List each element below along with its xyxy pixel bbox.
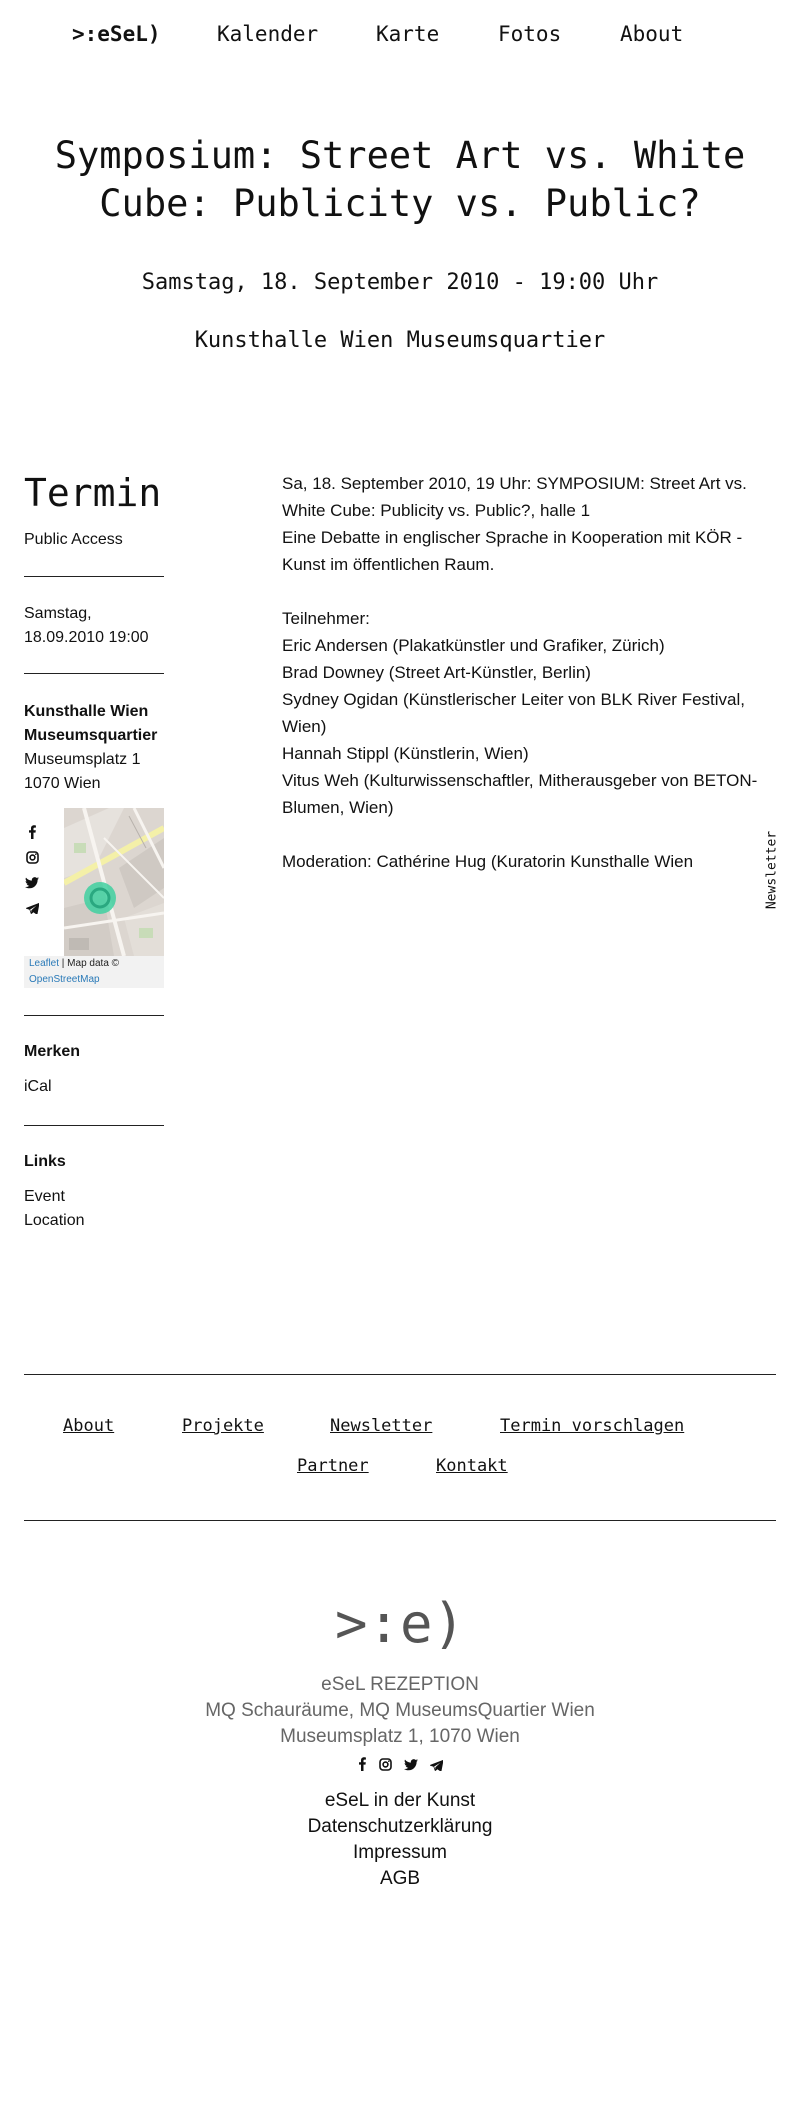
footer-address (0, 1672, 800, 1750)
divider (24, 673, 164, 674)
footer-social (0, 1757, 800, 1774)
event-description (282, 470, 782, 875)
divider (24, 1015, 164, 1016)
instagram-icon[interactable] (379, 1758, 392, 1774)
newsletter-tab[interactable] (762, 830, 782, 910)
footer-nav-datenschutz[interactable]: Datenschutzerklärung (307, 1816, 493, 1837)
location-link[interactable]: Location (24, 1212, 85, 1229)
venue-street: Museumsplatz 1 (24, 751, 141, 768)
footer-link-kontakt[interactable]: Kontakt (436, 1456, 508, 1476)
attribution-text: | Map data © (59, 958, 120, 969)
address-line: Museumsplatz 1, 1070 Wien (280, 1726, 520, 1747)
access-label: Public Access (24, 531, 123, 548)
venue-name[interactable]: Kunsthalle Wien Museumsquartier (24, 703, 158, 744)
leaflet-link[interactable]: Leaflet (29, 958, 60, 969)
nav-about[interactable]: About (620, 22, 684, 46)
facebook-icon[interactable] (24, 822, 40, 846)
ical-link[interactable]: iCal (24, 1078, 52, 1095)
telegram-icon[interactable] (430, 1758, 443, 1774)
links-heading: Links (24, 1153, 66, 1170)
nav-fotos[interactable]: Fotos (498, 22, 562, 46)
footer-link-projekte[interactable]: Projekte (182, 1416, 264, 1436)
participant: Hannah Stippl (Künstlerin, Wien) (282, 744, 529, 763)
footer-divider (24, 1374, 776, 1375)
map-marker-icon[interactable] (80, 878, 120, 918)
footer-link-about[interactable]: About (63, 1416, 115, 1436)
footer-link-termin-vorschlagen[interactable]: Termin vorschlagen (500, 1416, 685, 1436)
facebook-icon[interactable] (357, 1757, 367, 1774)
divider (24, 1125, 164, 1126)
footer-nav (0, 1788, 800, 1892)
event-title: Symposium: Street Art vs. White Cube: Publicity vs. Public? (54, 134, 746, 225)
twitter-icon[interactable] (24, 872, 40, 896)
venue-city: 1070 Wien (24, 775, 101, 792)
twitter-icon[interactable] (404, 1758, 418, 1774)
moderation: Moderation: Cathérine Hug (Kuratorin Kunsthalle Wien (282, 852, 694, 871)
event-link[interactable]: Event (24, 1188, 65, 1205)
footer-divider (24, 1520, 776, 1521)
venue-address (24, 700, 164, 796)
top-nav (0, 20, 800, 54)
event-datetime (24, 602, 164, 650)
site-logo[interactable]: >:eSeL) (72, 22, 161, 46)
location-map[interactable] (24, 808, 164, 988)
footer-link-partner[interactable]: Partner (297, 1456, 369, 1476)
time-line: 18.09.2010 19:00 (24, 629, 149, 646)
footer-nav-agb[interactable]: AGB (379, 1868, 421, 1889)
telegram-icon[interactable] (24, 897, 40, 921)
intro-paragraph: Sa, 18. September 2010, 19 Uhr: SYMPOSIUM: Street Art vs. White Cube: Publicity vs. Public?, halle 1 (282, 474, 747, 520)
osm-link[interactable]: OpenStreetMap (29, 974, 100, 985)
newsletter-tab-label: Newsletter (764, 830, 780, 910)
nav-kalender[interactable]: Kalender (217, 22, 319, 46)
address-line: eSeL REZEPTION (321, 1674, 479, 1695)
intro-paragraph: Eine Debatte in englischer Sprache in Kooperation mit KÖR - Kunst im öffentlichen Raum. (282, 528, 743, 574)
event-date: Samstag, 18. September 2010 - 19:00 Uhr (141, 270, 659, 295)
footer-nav-impressum[interactable]: Impressum (353, 1842, 447, 1863)
divider (24, 576, 164, 577)
participants-label: Teilnehmer: (282, 609, 370, 628)
footer-logo[interactable]: >:e) (334, 1592, 466, 1655)
participant: Brad Downey (Street Art-Künstler, Berlin) (282, 663, 591, 682)
footer-nav-kunst[interactable]: eSeL in der Kunst (324, 1790, 476, 1811)
participant: Vitus Weh (Kulturwissenschaftler, Mitherausgeber von BETON-Blumen, Wien) (282, 771, 758, 817)
nav-karte[interactable]: Karte (376, 22, 440, 46)
participant: Eric Andersen (Plakatkünstler und Grafiker, Zürich) (282, 636, 665, 655)
sidebar-heading: Termin (24, 471, 162, 515)
instagram-icon[interactable] (24, 847, 40, 871)
date-line: Samstag, (24, 605, 92, 622)
event-location: Kunsthalle Wien Museumsquartier (194, 328, 606, 353)
address-line: MQ Schauräume, MQ MuseumsQuartier Wien (205, 1700, 595, 1721)
footer-link-newsletter[interactable]: Newsletter (330, 1416, 433, 1436)
map-attribution (24, 956, 164, 988)
merken-heading: Merken (24, 1043, 81, 1060)
participant: Sydney Ogidan (Künstlerischer Leiter von BLK River Festival, Wien) (282, 690, 745, 736)
event-sidebar (24, 470, 164, 1229)
